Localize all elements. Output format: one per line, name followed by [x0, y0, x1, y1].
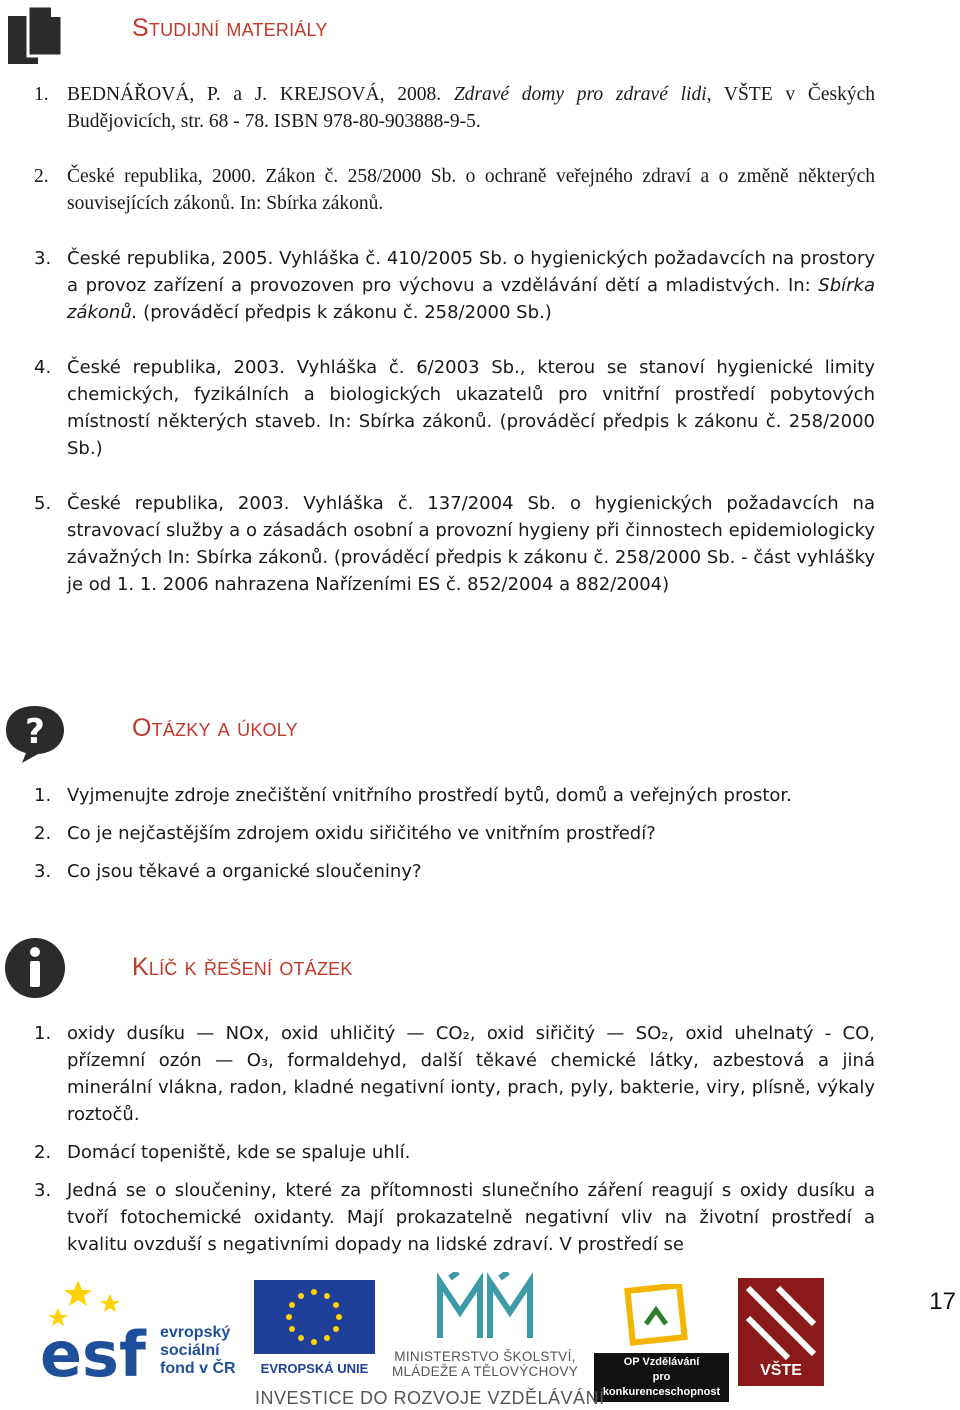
esf-logo	[40, 1278, 250, 1383]
materials-list	[0, 81, 960, 598]
list-item: 3. České republika, 2005. Vyhláška č. 410/2005 Sb. o hygienických požadavcích na prostory a provoz zařízení a provozoven pro výchovu a vzdělávání dětí a mladistvých. In: Sbírka zákonů. (prováděcí předpis k zákonu č. 258/2000 Sb.)	[34, 248, 875, 323]
msmt-logo	[380, 1272, 590, 1382]
list-item: 2. České republika, 2000. Zákon č. 258/2000 Sb. o ochraně veřejného zdraví a o změně některých souvisejících zákonů. In: Sbírka zákonů.	[34, 166, 875, 214]
footer-slogan: INVESTICE DO ROZVOJE VZDĚLÁVÁNÍ	[255, 1388, 605, 1408]
esf-brand-text: esf	[40, 1318, 146, 1383]
page-number: 17	[929, 1288, 956, 1315]
eu-caption: EVROPSKÁ UNIE	[260, 1361, 369, 1376]
vste-logo	[738, 1278, 824, 1386]
questions-list	[0, 782, 960, 885]
esf-caption: evropský sociální fond v ČR	[160, 1324, 236, 1377]
list-item: 1. oxidy dusíku — NOx, oxid uhličitý — CO₂, oxid siřičitý — SO₂, oxid uhelnatý - CO, přízemní ozón — O₃, formaldehyd, další těkavé chemické látky, azbestová a jiná minerální vlákna, radon, kladné negativní ionty, prach, pyly, bakterie, viry, plísně, výkaly roztočů.	[34, 1023, 875, 1125]
answers-list	[0, 1020, 960, 1258]
list-item: 5. České republika, 2003. Vyhláška č. 137/2004 Sb. o hygienických požadavcích na stravovací služby a o zásadách osobní a provozní hygieny při činnostech epidemiologicky závažných In: Sbírka zákonů. (prováděcí předpis k zákonu č. 258/2000 Sb. - část vyhlášky je od 1. 1. 2006 nahrazena Nařízeními ES č. 852/2004 a 882/2004)	[34, 493, 875, 595]
section-heading-questions: Otázky a úkoly	[132, 714, 298, 742]
list-item: 3. Jedná se o sloučeniny, které za přítomnosti slunečního záření reagují s oxidy dusíku a tvoří fotochemické oxidanty. Mají prokazatelně negativní vliv na životní prostředí a kvalitu ovzduší s negativními dopady na lidské zdraví. V prostředí se	[34, 1180, 875, 1255]
list-item: 2. Co je nejčastějším zdrojem oxidu siřičitého ve vnitřním prostředí?	[34, 823, 656, 844]
op-caption: OP Vzdělávání pro konkurenceschopnost	[594, 1353, 729, 1402]
section-heading-materials: Studijní materiály	[132, 14, 328, 42]
svg-text:?: ?	[25, 712, 45, 752]
msmt-caption: MINISTERSTVO ŠKOLSTVÍ, MLÁDEŽE A TĚLOVÝCHOVY	[391, 1349, 579, 1379]
list-item: 1. Vyjmenujte zdroje znečištění vnitřního prostředí bytů, domů a veřejných prostor.	[34, 785, 792, 806]
info-icon	[2, 935, 68, 1001]
list-item: 1. BEDNÁŘOVÁ, P. a J. KREJSOVÁ, 2008. Zdravé domy pro zdravé lidi, VŠTE v Českých Budějovicích, str. 68 - 78. ISBN 978-80-903888-9-5.	[34, 84, 875, 132]
documents-icon	[2, 2, 68, 68]
op-logo	[594, 1284, 729, 1398]
section-heading-answers: Klíč k řešení otázek	[132, 953, 353, 981]
question-bubble-icon	[2, 700, 68, 766]
vste-caption: VŠTE	[760, 1362, 802, 1379]
list-item: 4. České republika, 2003. Vyhláška č. 6/2003 Sb., kterou se stanoví hygienické limity chemických, fyzikálních a biologických ukazatelů pro vnitřní prostředí pobytových místností některých staveb. In: Sbírka zákonů. (prováděcí předpis k zákonu č. 258/2000 Sb.)	[34, 357, 875, 459]
list-item: 2. Domácí topeniště, kde se spaluje uhlí.	[34, 1142, 411, 1163]
eu-logo	[252, 1278, 377, 1383]
footer-logos	[0, 1268, 960, 1410]
list-item: 3. Co jsou těkavé a organické sloučeniny?	[34, 861, 422, 882]
